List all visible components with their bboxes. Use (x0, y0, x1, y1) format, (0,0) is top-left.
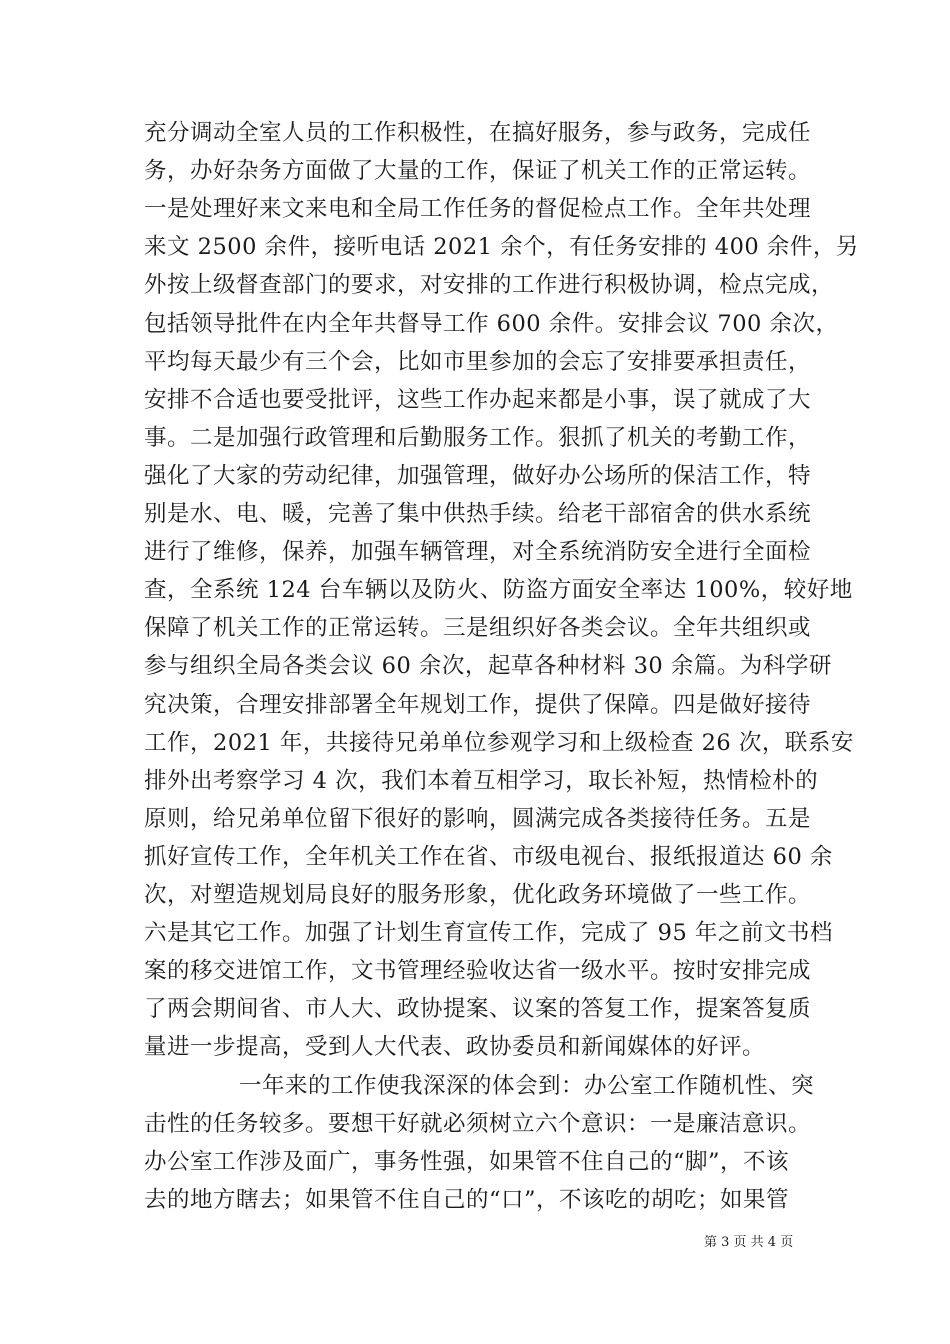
body-text-line: 事。二是加强行政管理和后勤服务工作。狠抓了机关的考勤工作， (144, 425, 812, 451)
body-text-line: 去的地方瞎去；如果管不住自己的“口”，不该吃的胡吃；如果管 (144, 1187, 790, 1213)
body-text-line: 强化了大家的劳动纪律，加强管理，做好办公场所的保洁工作，特 (144, 463, 812, 489)
page-number-footer: 第 3 页 共 4 页 (704, 1235, 794, 1250)
body-text-line: 案的移交进馆工作，文书管理经验收达省一级水平。按时安排完成 (144, 958, 812, 984)
body-text-line: 次，对塑造规划局良好的服务形象，优化政务环境做了一些工作。 (144, 882, 812, 908)
paragraph-first-line: 一年来的工作使我深深的体会到：办公室工作随机性、突 (239, 1073, 815, 1099)
body-text-line: 一是处理好来文来电和全局工作任务的督促检点工作。全年共处理 (144, 196, 812, 222)
body-text-line: 原则，给兄弟单位留下很好的影响，圆满完成各类接待任务。五是 (144, 806, 812, 832)
body-text-line: 进行了维修，保养，加强车辆管理，对全系统消防安全进行全面检 (144, 539, 812, 565)
body-text-line: 来文 2500 余件，接听电话 2021 余个，有任务安排的 400 余件，另 (144, 234, 859, 260)
body-text-line: 击性的任务较多。要想干好就必须树立六个意识：一是廉洁意识。 (144, 1111, 812, 1137)
body-text-line: 了两会期间省、市人大、政协提案、议案的答复工作，提案答复质 (144, 996, 812, 1022)
body-text-line: 务，办好杂务方面做了大量的工作，保证了机关工作的正常运转。 (144, 158, 812, 184)
body-text-line: 查，全系统 124 台车辆以及防火、防盗方面安全率达 100%，较好地 (144, 577, 853, 603)
body-text-line: 保障了机关工作的正常运转。三是组织好各类会议。全年共组织或 (144, 615, 812, 641)
body-text-line: 排外出考察学习 4 次，我们本着互相学习，取长补短，热情检朴的 (144, 768, 819, 794)
body-text-line: 包括领导批件在内全年共督导工作 600 余件。安排会议 700 余次， (144, 311, 839, 337)
body-text-line: 外按上级督查部门的要求，对安排的工作进行积极协调，检点完成， (144, 272, 835, 298)
body-text-line: 安排不合适也要受批评，这些工作办起来都是小事，误了就成了大 (144, 387, 812, 413)
body-text-line: 办公室工作涉及面广，事务性强，如果管不住自己的“脚”，不该 (144, 1149, 790, 1175)
body-text-line: 别是水、电、暖，完善了集中供热手续。给老干部宿舍的供水系统 (144, 501, 812, 527)
body-text-line: 充分调动全室人员的工作积极性，在搞好服务，参与政务，完成任 (144, 120, 812, 146)
body-text-line: 六是其它工作。加强了计划生育宣传工作，完成了 95 年之前文书档 (144, 920, 833, 946)
body-text-line: 平均每天最少有三个会，比如市里参加的会忘了安排要承担责任， (144, 349, 812, 375)
body-text-line: 究决策，合理安排部署全年规划工作，提供了保障。四是做好接待 (144, 692, 812, 718)
body-text-line: 工作，2021 年，共接待兄弟单位参观学习和上级检查 26 次，联系安 (144, 730, 854, 756)
body-text-line: 参与组织全局各类会议 60 余次，起草各种材料 30 余篇。为科学研 (144, 653, 832, 679)
body-text-line: 抓好宣传工作，全年机关工作在省、市级电视台、报纸报道达 60 余 (144, 844, 833, 870)
body-text-line: 量进一步提高，受到人大代表、政协委员和新闻媒体的好评。 (144, 1034, 766, 1060)
